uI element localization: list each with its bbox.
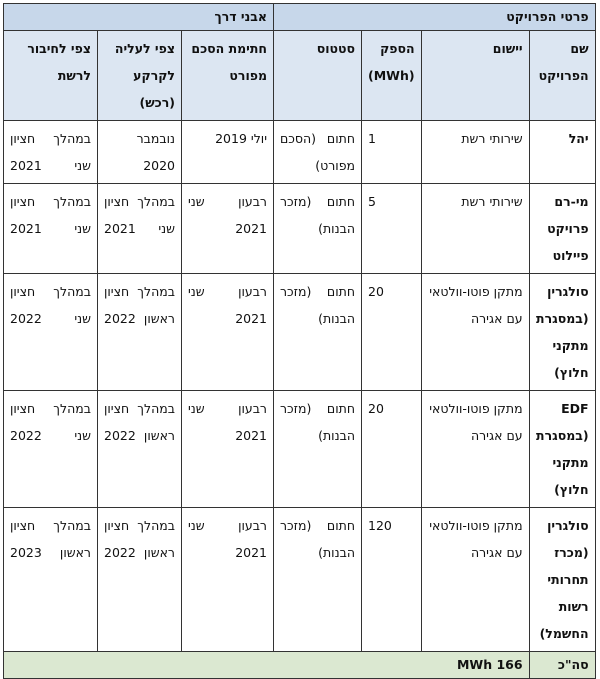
cell-status: חתום (הסכם מפורט) bbox=[274, 121, 362, 184]
group-header-milestones: אבני דרך bbox=[4, 4, 274, 31]
table-row bbox=[4, 274, 596, 391]
cell-grid: במהלך חציון שני 2022 bbox=[4, 391, 98, 508]
cell-project-name: EDF (במסגרת מתקני חלוץ) bbox=[529, 391, 595, 508]
column-header-application: יישום bbox=[421, 31, 529, 121]
table-row bbox=[4, 508, 596, 652]
cell-grid: במהלך חציון שני 2021 bbox=[4, 121, 98, 184]
cell-project-name: סולגרין (במסגרת מתקני חלוץ) bbox=[529, 274, 595, 391]
column-header-name: שם הפרויקט bbox=[529, 31, 595, 121]
table-row bbox=[4, 121, 596, 184]
cell-ground: במהלך חציון ראשון 2022 bbox=[98, 391, 182, 508]
cell-status: חתום (מזכר הבנות) bbox=[274, 184, 362, 274]
cell-capacity: 1 bbox=[362, 121, 422, 184]
projects-table bbox=[3, 3, 596, 679]
cell-capacity: 5 bbox=[362, 184, 422, 274]
column-header-agreement: חתימת הסכם מפורט bbox=[182, 31, 274, 121]
cell-ground: נובמבר 2020 bbox=[98, 121, 182, 184]
total-row bbox=[4, 652, 596, 679]
cell-project-name: יהל bbox=[529, 121, 595, 184]
column-header-capacity: הספק (MWh) bbox=[362, 31, 422, 121]
cell-application: שירותי רשת bbox=[421, 184, 529, 274]
column-header-ground: צפי לעליה לקרקע (רכש) bbox=[98, 31, 182, 121]
cell-status: חתום (מזכר הבנות) bbox=[274, 274, 362, 391]
column-header-grid: צפי לחיבור לרשת bbox=[4, 31, 98, 121]
cell-capacity: 20 bbox=[362, 274, 422, 391]
table-row bbox=[4, 184, 596, 274]
cell-agreement: רבעון שני 2021 bbox=[182, 274, 274, 391]
cell-grid: במהלך חציון שני 2021 bbox=[4, 184, 98, 274]
cell-application: מתקן פוטו-וולטאי עם אגירה bbox=[421, 274, 529, 391]
cell-agreement: רבעון שני 2021 bbox=[182, 508, 274, 652]
cell-capacity: 20 bbox=[362, 391, 422, 508]
table-row bbox=[4, 391, 596, 508]
total-label: סה"כ bbox=[529, 652, 595, 679]
column-header-row bbox=[4, 31, 596, 121]
cell-ground: במהלך חציון שני 2021 bbox=[98, 184, 182, 274]
cell-grid: במהלך חציון ראשון 2023 bbox=[4, 508, 98, 652]
cell-project-name: סולגרין (מכרז תחרותי רשות החשמל) bbox=[529, 508, 595, 652]
column-header-status: סטטוס bbox=[274, 31, 362, 121]
cell-ground: במהלך חציון ראשון 2022 bbox=[98, 508, 182, 652]
cell-status: חתום (מזכר הבנות) bbox=[274, 508, 362, 652]
cell-agreement: יולי 2019 bbox=[182, 121, 274, 184]
cell-grid: במהלך חציון שני 2022 bbox=[4, 274, 98, 391]
group-header-project-details: פרטי הפרויקט bbox=[274, 4, 596, 31]
total-value: 166 MWh bbox=[4, 652, 530, 679]
cell-application: שירותי רשת bbox=[421, 121, 529, 184]
cell-agreement: רבעון שני 2021 bbox=[182, 184, 274, 274]
cell-agreement: רבעון שני 2021 bbox=[182, 391, 274, 508]
cell-application: מתקן פוטו-וולטאי עם אגירה bbox=[421, 508, 529, 652]
cell-ground: במהלך חציון ראשון 2022 bbox=[98, 274, 182, 391]
group-header-row bbox=[4, 4, 596, 31]
cell-application: מתקן פוטו-וולטאי עם אגירה bbox=[421, 391, 529, 508]
cell-status: חתום (מזכר הבנות) bbox=[274, 391, 362, 508]
cell-project-name: מי-רם פרויקט פיילוט bbox=[529, 184, 595, 274]
cell-capacity: 120 bbox=[362, 508, 422, 652]
